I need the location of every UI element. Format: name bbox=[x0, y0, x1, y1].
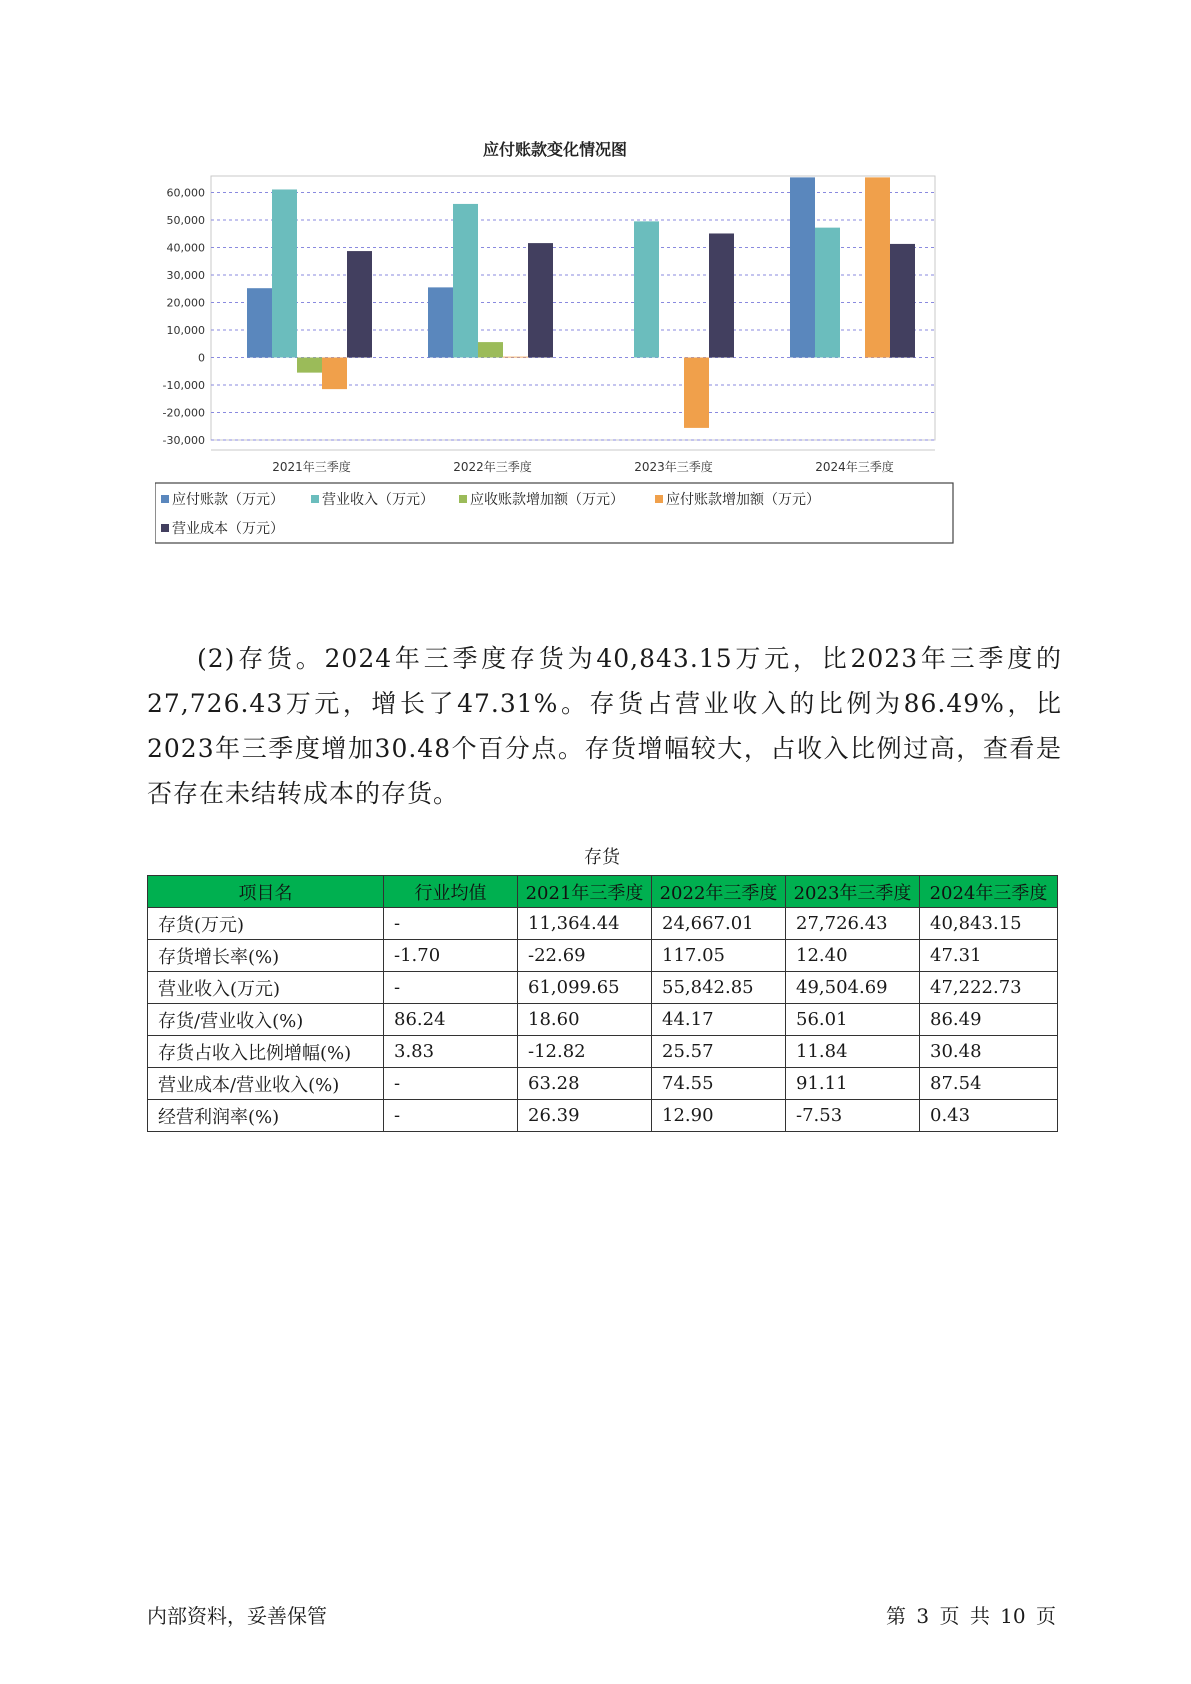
y-tick-label: 50,000 bbox=[166, 214, 205, 227]
y-tick-label: -10,000 bbox=[162, 379, 205, 392]
y-tick-label: -30,000 bbox=[162, 434, 205, 447]
header-2021q3: 2021年三季度 bbox=[518, 876, 652, 908]
bar bbox=[247, 288, 272, 357]
table-cell: 47,222.73 bbox=[920, 972, 1058, 1004]
table-row bbox=[148, 1036, 1058, 1068]
table-cell: 74.55 bbox=[652, 1068, 786, 1100]
table-header-row bbox=[148, 876, 1058, 908]
table-cell: 55,842.85 bbox=[652, 972, 786, 1004]
y-tick-label: -20,000 bbox=[162, 406, 205, 420]
table-cell: 49,504.69 bbox=[786, 972, 920, 1004]
inventory-table bbox=[147, 875, 1058, 1132]
table-cell: 24,667.01 bbox=[652, 908, 786, 940]
x-tick-label: 2021年三季度 bbox=[272, 460, 351, 474]
row-label: 存货增长率(%) bbox=[148, 940, 384, 972]
x-tick-label: 2023年三季度 bbox=[634, 460, 713, 474]
table-cell: 87.54 bbox=[920, 1068, 1058, 1100]
table-cell: 12.90 bbox=[652, 1100, 786, 1132]
table-row bbox=[148, 1004, 1058, 1036]
legend-swatch bbox=[311, 495, 319, 503]
table-cell: 44.17 bbox=[652, 1004, 786, 1036]
bar bbox=[453, 204, 478, 358]
header-2023q3: 2023年三季度 bbox=[786, 876, 920, 908]
table-cell: -12.82 bbox=[518, 1036, 652, 1068]
table-cell: 11,364.44 bbox=[518, 908, 652, 940]
table-cell: -1.70 bbox=[384, 940, 518, 972]
table-cell: 117.05 bbox=[652, 940, 786, 972]
y-tick-label: 60,000 bbox=[166, 186, 205, 200]
header-2024q3: 2024年三季度 bbox=[920, 876, 1058, 908]
header-2022q3: 2022年三季度 bbox=[652, 876, 786, 908]
table-cell: 40,843.15 bbox=[920, 908, 1058, 940]
bar bbox=[528, 243, 553, 357]
table-cell: 86.49 bbox=[920, 1004, 1058, 1036]
y-tick-label: 30,000 bbox=[166, 269, 205, 282]
legend-swatch bbox=[161, 524, 169, 532]
table-cell: 30.48 bbox=[920, 1036, 1058, 1068]
row-label: 营业收入(万元) bbox=[148, 972, 384, 1004]
bar bbox=[790, 177, 815, 357]
table-row bbox=[148, 1100, 1058, 1132]
row-label: 存货/营业收入(%) bbox=[148, 1004, 384, 1036]
table-cell: 12.40 bbox=[786, 940, 920, 972]
legend-item: 营业收入（万元） bbox=[322, 492, 434, 508]
bar bbox=[709, 233, 734, 357]
table-cell: 91.11 bbox=[786, 1068, 920, 1100]
bar bbox=[347, 251, 372, 357]
table-cell: 47.31 bbox=[920, 940, 1058, 972]
legend-item: 营业成本（万元） bbox=[172, 521, 284, 537]
table-cell: 3.83 bbox=[384, 1036, 518, 1068]
table-cell: - bbox=[384, 972, 518, 1004]
header-item-name: 项目名 bbox=[148, 876, 384, 908]
table-cell: 11.84 bbox=[786, 1036, 920, 1068]
table-caption: 存货 bbox=[584, 847, 620, 868]
bar bbox=[322, 358, 347, 390]
table-cell: - bbox=[384, 1100, 518, 1132]
inventory-paragraph: (2)存货。2024年三季度存货为40,843.15万元，比2023年三季度的27,726.43万元，增长了47.31%。存货占营业收入的比例为86.49%，比2023年三季度增加30.48个百分点。存货增幅较大，占收入比例过高，查看是否存在未结转成本的存货。 bbox=[147, 644, 1062, 808]
x-tick-label: 2022年三季度 bbox=[453, 460, 532, 474]
bar bbox=[890, 244, 915, 358]
bar bbox=[815, 228, 840, 358]
table-cell: 56.01 bbox=[786, 1004, 920, 1036]
legend-item: 应付账款增加额（万元） bbox=[666, 492, 820, 508]
bar bbox=[634, 221, 659, 357]
legend-swatch bbox=[161, 495, 169, 503]
legend-item: 应收账款增加额（万元） bbox=[470, 492, 624, 508]
table-cell: 86.24 bbox=[384, 1004, 518, 1036]
bar bbox=[428, 287, 453, 357]
chart-svg bbox=[155, 125, 1035, 595]
table-cell: -22.69 bbox=[518, 940, 652, 972]
header-industry-avg: 行业均值 bbox=[384, 876, 518, 908]
row-label: 存货(万元) bbox=[148, 908, 384, 940]
bar bbox=[478, 342, 503, 357]
row-label: 存货占收入比例增幅(%) bbox=[148, 1036, 384, 1068]
table-row bbox=[148, 1068, 1058, 1100]
bar bbox=[684, 358, 709, 428]
bar bbox=[272, 189, 297, 357]
legend-item: 应付账款（万元） bbox=[172, 492, 284, 508]
x-tick-label: 2024年三季度 bbox=[815, 460, 894, 474]
table-cell: 61,099.65 bbox=[518, 972, 652, 1004]
bar bbox=[503, 357, 528, 358]
legend-swatch bbox=[655, 495, 663, 503]
bar bbox=[865, 177, 890, 357]
accounts-payable-chart bbox=[155, 125, 1035, 595]
table-row bbox=[148, 940, 1058, 972]
row-label: 经营利润率(%) bbox=[148, 1100, 384, 1132]
table-cell: 18.60 bbox=[518, 1004, 652, 1036]
table-cell: -7.53 bbox=[786, 1100, 920, 1132]
y-tick-label: 10,000 bbox=[166, 324, 205, 337]
y-tick-label: 0 bbox=[198, 351, 205, 365]
footer-confidential: 内部资料，妥善保管 bbox=[147, 1604, 327, 1628]
footer-page-number: 第 3 页 共 10 页 bbox=[886, 1604, 1056, 1628]
table-row bbox=[148, 908, 1058, 940]
table-cell: 0.43 bbox=[920, 1100, 1058, 1132]
table-cell: 25.57 bbox=[652, 1036, 786, 1068]
table-cell: 63.28 bbox=[518, 1068, 652, 1100]
legend-swatch bbox=[459, 495, 467, 503]
table-cell: - bbox=[384, 908, 518, 940]
chart-title: 应付账款变化情况图 bbox=[482, 140, 628, 159]
table-cell: 26.39 bbox=[518, 1100, 652, 1132]
y-tick-label: 40,000 bbox=[166, 241, 205, 255]
bar bbox=[297, 358, 322, 373]
row-label: 营业成本/营业收入(%) bbox=[148, 1068, 384, 1100]
y-tick-label: 20,000 bbox=[166, 296, 205, 310]
table-cell: 27,726.43 bbox=[786, 908, 920, 940]
table-row bbox=[148, 972, 1058, 1004]
table-cell: - bbox=[384, 1068, 518, 1100]
